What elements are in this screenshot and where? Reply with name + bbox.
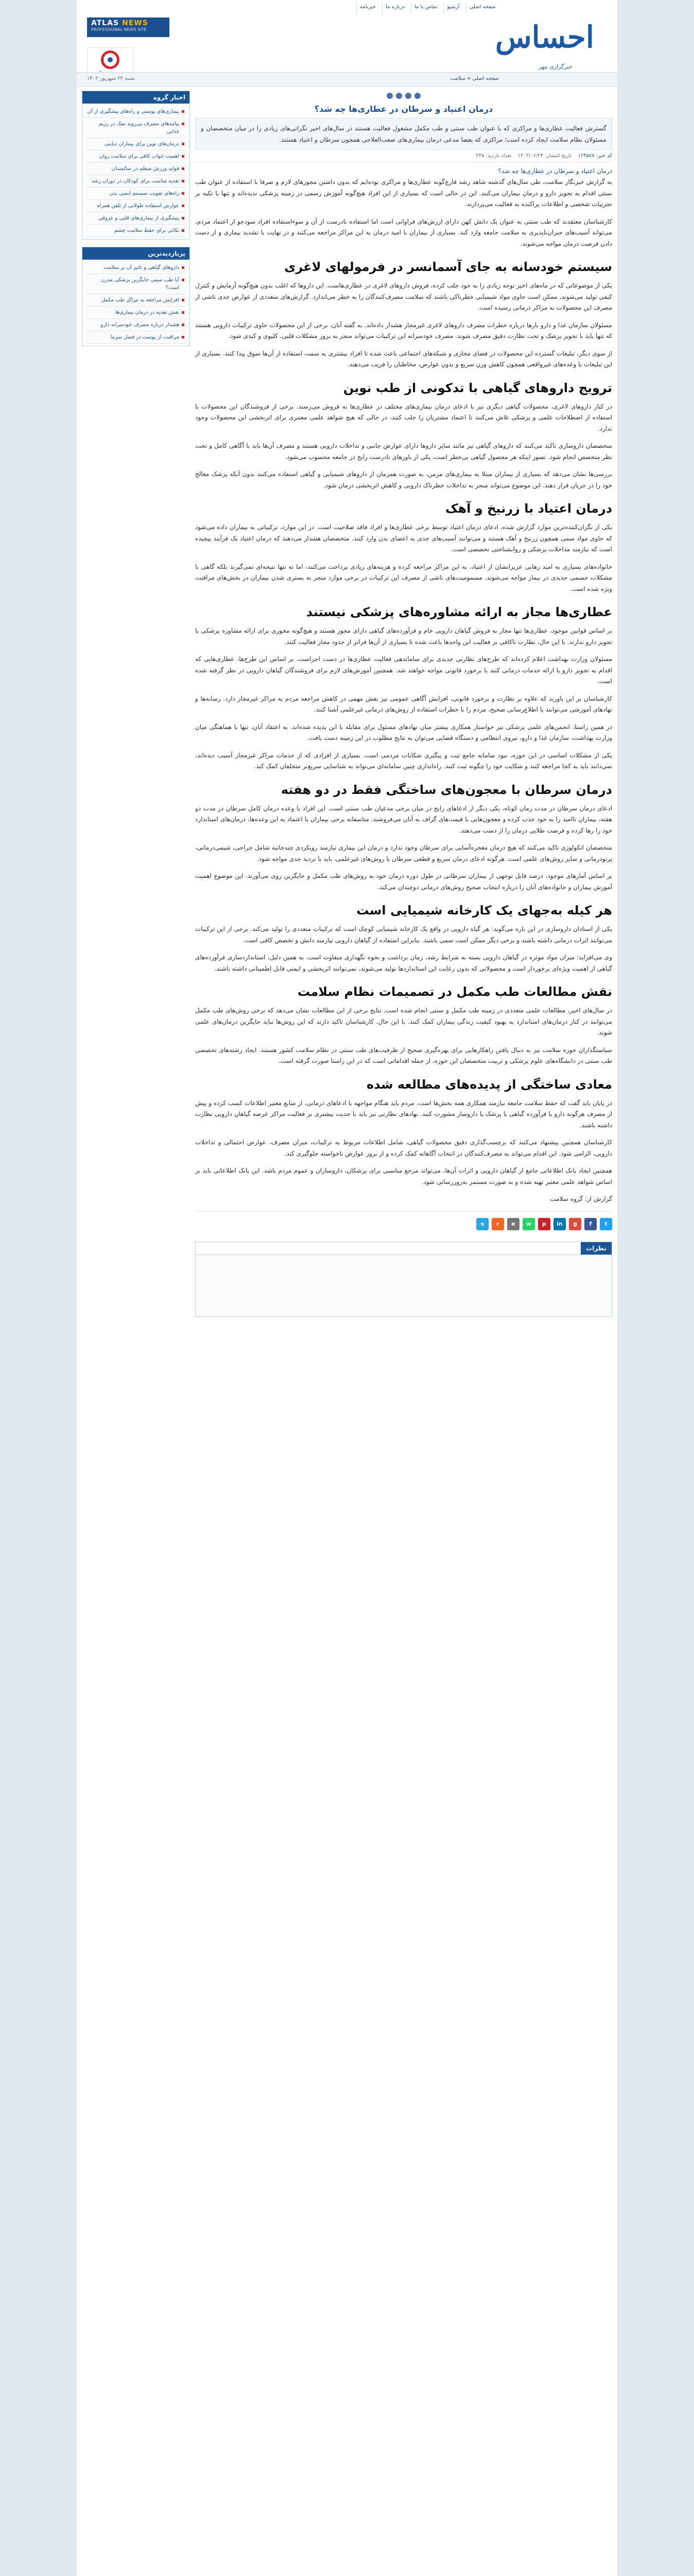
paragraph: کارشناسان معتقدند که طب سنتی به عنوان یک دانش کهن دارای ارزش‌های فراوانی است اما استفاده نادرست از آن و سوءاستفاده افراد سودجو از اعتماد مردم، می‌تواند آسیب‌های جبران‌ناپذیری به سلامت جامعه وارد کند. بسیاری از بیماران با امید درمان به این مراکز مراجعه می‌کنند و در نهایت با تشدید بیماری و از دست دادن فرصت درمان مواجه می‌شوند.	[195, 217, 612, 247]
logo-subtitle: خبرگزاری مهر	[539, 63, 572, 70]
share-icon[interactable]	[387, 93, 393, 99]
atlas-news-banner[interactable]	[87, 18, 169, 37]
print-icon[interactable]	[414, 93, 421, 99]
sidebar-link[interactable]: عوارض استفاده طولانی از تلفن همراه	[86, 200, 185, 212]
top-share-icons	[195, 91, 612, 103]
share-button-icon[interactable]: g	[569, 1218, 581, 1230]
sidebar-link[interactable]: نکاتی برای حفظ سلامت چشم	[86, 225, 185, 237]
breadcrumb-home[interactable]: صفحه اصلی	[472, 76, 499, 81]
paragraph: در پایان باید گفت که حفظ سلامت جامعه نیازمند همکاری همه بخش‌ها است. مردم باید هنگام مواجهه با ادعاهای درمانی، از منابع معتبر اطلاعات کسب کرده و پیش از مصرف هرگونه دارو یا فرآورده گیاهی با پزشک یا داروساز مشورت کنند. نهادهای نظارتی نیز باید با جدیت بیشتری بر فعالیت مراکز عرضه گیاهان دارویی نظارت داشته باشند.	[195, 1099, 612, 1129]
paragraph: کارشناسان همچنین پیشنهاد می‌کنند که برچسب‌گذاری دقیق محصولات گیاهی، شامل اطلاعات مربوط به ترکیبات، میزان مصرف، عوارض احتمالی و تداخلات دارویی، الزامی شود. این اقدام می‌تواند به مصرف‌کنندگان در انتخاب آگاهانه کمک کرده و از بروز عوارض ناخواسته جلوگیری کند.	[195, 1139, 612, 1157]
sidebar-link[interactable]: راه‌های تقویت سیستم ایمنی بدن	[86, 188, 185, 200]
paragraph: متخصصان داروسازی تاکید می‌کنند که داروهای گیاهی نیز مانند سایر داروها دارای عوارض جانبی و تداخلات دارویی هستند و مصرف آن‌ها باید با آگاهی کامل و تحت نظر متخصص انجام شود. تصور اینکه هر محصول گیاهی بی‌خطر است، یکی از باورهای نادرست رایج در جامعه محسوب می‌شود.	[195, 442, 612, 461]
share-button-icon[interactable]: e	[507, 1218, 519, 1230]
ad-logo-icon	[101, 50, 119, 69]
sidebar-block-most-viewed	[82, 247, 190, 346]
section-heading: سیستم خودسانه به جای آسمانسر در فرمولهای لاغری	[284, 260, 612, 274]
section-heading: درمان اعتیاد با زرنیخ و آهک	[445, 501, 612, 516]
paragraph: کارشناسان بر این باورند که علاوه بر نظارت و برخورد قانونی، افزایش آگاهی عمومی نیز نقش مهمی در کاهش مراجعه مردم به مراکز غیرمجاز دارد. رسانه‌ها و نهادهای آموزشی می‌توانند با اطلاع‌رسانی صحیح، مردم را با خطرات استفاده از روش‌های درمانی غیرعلمی آشنا کنند.	[195, 694, 612, 713]
share-button-icon[interactable]: p	[538, 1218, 550, 1230]
paragraph: وی می‌افزاید: میزان مواد موثره در گیاهان دارویی بسته به شرایط رشد، زمان برداشت و نحوه نگهداری متفاوت است. به همین دلیل، استانداردسازی فرآورده‌های گیاهی از اهمیت ویژه‌ای برخوردار است و محصولاتی که بدون رعایت این استانداردها تولید می‌شوند، نمی‌توانند اثربخشی و ایمنی قابل اطمینانی داشته باشند.	[195, 954, 612, 972]
share-button-icon[interactable]: w	[523, 1218, 535, 1230]
sidebar-link[interactable]: درمان‌های نوین برای بیماران دیابتی	[86, 138, 185, 150]
article-meta	[195, 150, 612, 162]
breadcrumb-separator: »	[465, 76, 473, 81]
section-heading: نقش مطالعات طب مکمل در تصمیمات نظام سلامت	[298, 985, 612, 999]
top-menu-about[interactable]: درباره ما	[382, 3, 408, 13]
section-heading: هر کیله به‌جهای یک کارخانه شیمیایی است	[356, 903, 612, 918]
section-heading: ترویج داروهای گیاهی با تدکونی از طب نوین	[343, 380, 612, 395]
paragraph: مسئولان سازمان غذا و دارو بارها درباره خطرات مصرف داروهای لاغری غیرمجاز هشدار داده‌اند. به گفته آنان، برخی از این محصولات حاوی ترکیبات دارویی هستند که تنها باید با تجویز پزشک و تحت نظارت دقیق مصرف شوند. مصرف خودسرانه این ترکیبات می‌تواند منجر به بروز مشکلات قلبی، کلیوی و کبدی شود.	[195, 321, 612, 340]
section-heading: معادی ساختگی از پدیده‌های مطالعه شده	[366, 1077, 612, 1092]
sidebar-link[interactable]: آیا طب سنتی جایگزین پزشکی مدرن است؟	[86, 274, 185, 294]
sidebar	[82, 91, 190, 353]
comment-section	[195, 1242, 612, 1317]
nav-bar	[77, 72, 617, 86]
share-button-icon[interactable]: f	[584, 1218, 597, 1230]
top-menu-home[interactable]: صفحه اصلی	[466, 3, 499, 13]
email-icon[interactable]	[405, 93, 411, 99]
paragraph: متخصصان انکولوژی تاکید می‌کنند که هیچ درمان معجزه‌آسایی برای سرطان وجود ندارد و درمان این بیماری نیازمند رویکردی چندجانبه شامل جراحی، شیمی‌درمانی، پرتودرمانی و سایر روش‌های علمی است. هرگونه ادعای درمان سریع و قطعی سرطان با روش‌های غیرعلمی، باید با تردید جدی مواجه شود.	[195, 844, 612, 862]
font-size-icon[interactable]	[396, 93, 402, 99]
top-menu-archive[interactable]: آرشیو	[443, 3, 462, 13]
share-buttons	[195, 1211, 612, 1236]
sidebar-link[interactable]: داروهای گیاهی و تاثیر آن بر سلامت	[86, 262, 185, 274]
logo-mark	[495, 14, 594, 60]
share-button-icon[interactable]: t	[600, 1218, 612, 1230]
site-header	[77, 0, 617, 87]
paragraph: بر اساس آمارهای موجود، درصد قابل توجهی از بیماران سرطانی در طول دوره درمان خود به روش‌های طب مکمل و جایگزین روی می‌آورند. این موضوع اهمیت آموزش بیماران و خانواده‌های آنان را درباره انتخاب صحیح روش‌های درمانی دوچندان می‌کند.	[195, 872, 612, 891]
paragraph: مسئولان وزارت بهداشت اعلام کرده‌اند که طرح‌های نظارتی جدیدی برای ساماندهی فعالیت عطاری‌ها در دست اجراست. بر اساس این طرح‌ها، عطاری‌هایی که اقدام به تجویز دارو یا ارائه خدمات درمانی کنند با برخورد قانونی مواجه خواهند شد. همچنین آموزش‌های لازم برای فروشندگان گیاهان دارویی در نظر گرفته شده است.	[195, 655, 612, 685]
sidebar-link[interactable]: نقش تغذیه در درمان بیماری‌ها	[86, 307, 185, 319]
paragraph: یکی از نگران‌کننده‌ترین موارد گزارش شده، ادعای درمان اعتیاد توسط برخی عطاری‌ها و افراد فاقد صلاحیت است. در این موارد، ترکیباتی به بیماران داده می‌شود که حاوی مواد سمی همچون زرنیخ و آهک هستند و می‌توانند آسیب‌های جدی به اعضای بدن وارد کنند. متخصصان هشدار می‌دهند که درمان اعتیاد یک فرآیند پیچیده است که نیازمند مداخلات پزشکی و روانشناختی تخصصی است.	[195, 523, 612, 553]
paragraph: در سال‌های اخیر، مطالعات علمی متعددی در زمینه طب مکمل و سنتی انجام شده است. نتایج برخی از این مطالعات نشان می‌دهد که برخی روش‌های طب مکمل می‌توانند در کنار درمان‌های استاندارد به بهبود کیفیت زندگی بیماران کمک کنند. با این حال، کارشناسان تاکید دارند که این روش‌ها نباید جایگزین درمان‌های علمی شوند.	[195, 1007, 612, 1036]
paragraph: همچنین ایجاد بانک اطلاعاتی جامع از گیاهان دارویی و اثرات آن‌ها، می‌تواند مرجع مناسبی برای پزشکان، داروسازان و عموم مردم باشد. این بانک اطلاعاتی باید بر اساس شواهد علمی معتبر تهیه شده و به صورت مستمر به‌روزرسانی شود.	[195, 1167, 612, 1185]
breadcrumb-section[interactable]: سلامت	[450, 76, 466, 81]
paragraph: گزارش از: گروه سلامت	[550, 1195, 612, 1202]
paragraph: یکی از مشکلات اساسی در این حوزه، نبود سامانه جامع ثبت و پیگیری شکایات مردمی است. بسیاری از افرادی که از خدمات مراکز غیرمجاز آسیب دیده‌اند، نمی‌دانند باید به کجا مراجعه کنند و شکایت خود را چگونه ثبت کنند. راه‌اندازی چنین سامانه‌ای می‌تواند به شناسایی سریع‌تر متخلفان کمک کند.	[195, 751, 612, 770]
sidebar-block-title: پربازدیدترین	[82, 247, 189, 260]
breadcrumb	[450, 76, 499, 81]
article-lead: گسترش فعالیت عطاری‌ها و مراکزی که با عنوان طب سنتی و طب مکمل مشغول فعالیت هستند در سال‌های اخیر نگرانی‌های زیادی را در میان متخصصان و مسئولان نظام سلامت ایجاد کرده است؛ مراکزی که بعضا مدعی درمان بیماری‌های صعب‌العلاجی همچون سرطان و اعتیاد هستند.	[195, 118, 612, 150]
paragraph: بر اساس قوانین موجود، عطاری‌ها تنها مجاز به فروش گیاهان دارویی خام و فرآورده‌های گیاهی دارای مجوز هستند و هیچ‌گونه مجوزی برای ارائه مشاوره پزشکی یا تجویز دارو ندارند. با این حال، نظارت ناکافی بر فعالیت این واحدها باعث شده تا بسیاری از آن‌ها فراتر از حدود مجاز فعالیت کنند.	[195, 627, 612, 646]
share-button-icon[interactable]: s	[476, 1218, 489, 1230]
view-count: تعداد بازدید: ۳۴۵	[476, 153, 512, 159]
paragraph: در همین راستا، انجمن‌های علمی پزشکی نیز خواستار همکاری بیشتر میان نهادهای مسئول برای مقابله با این پدیده شده‌اند. به اعتقاد آنان، تنها با هماهنگی میان وزارت بهداشت، سازمان غذا و دارو، نیروی انتظامی و دستگاه قضایی می‌توان به نتایج مطلوب در این زمینه دست یافت.	[195, 723, 612, 741]
sidebar-link[interactable]: پیشگیری از بیماری‌های قلبی و عروقی	[86, 212, 185, 225]
atlas-subtitle: PROFESSIONAL NEWS SITE	[91, 27, 147, 32]
article-subtitle: درمان اعتیاد و سرطان در عطاری‌ها چه شد؟	[498, 167, 612, 175]
paragraph: خانواده‌های بسیاری به امید رهایی عزیزانشان از اعتیاد، به این مراکز مراجعه کرده و هزینه‌های زیادی پرداخت می‌کنند، اما نه تنها نتیجه‌ای نمی‌گیرند بلکه گاهی با مشکلات جسمی جدیدی در بیمار مواجه می‌شوند. مسمومیت‌های ناشی از مصرف این ترکیبات در برخی موارد منجر به بستری شدن بیماران در بخش‌های مراقبت ویژه شده است.	[195, 563, 612, 592]
logo-text: احساس	[495, 19, 594, 55]
paragraph: در کنار داروهای لاغری، محصولات گیاهی دیگری نیز با ادعای درمان بیماری‌های مختلف در عطاری‌ها به فروش می‌رسند. برخی از فروشندگان این محصولات با استفاده از اصطلاحات علمی و پزشکی تلاش می‌کنند تا اعتماد مشتریان را جلب کنند، در حالی که هیچ شواهد علمی معتبری برای اثربخشی این محصولات وجود ندارد.	[195, 402, 612, 432]
site-logo[interactable]	[495, 3, 607, 80]
comment-title: نظرات	[581, 1242, 612, 1255]
section-heading: عطاری‌ها مجاز به ارائه مشاوره‌های پزشکی نیستند	[306, 605, 612, 619]
share-button-icon[interactable]: in	[553, 1218, 566, 1230]
content-area	[77, 91, 617, 2576]
sidebar-link[interactable]: اهمیت خواب کافی برای سلامت روان	[86, 150, 185, 163]
sidebar-link[interactable]: هشدار درباره مصرف خودسرانه دارو	[86, 319, 185, 331]
paragraph: ادعای درمان سرطان در مدت زمان کوتاه، یکی دیگر از ادعاهای رایج در میان برخی مدعیان طب سنتی است. این افراد با وعده درمان کامل سرطان در مدت دو هفته، بیماران ناامید را به خود جذب کرده و معجون‌هایی با قیمت‌های گزاف به آنان می‌فروشند. متاسفانه برخی بیماران با اعتماد به این وعده‌ها، درمان‌های استاندارد خود را رها کرده و فرصت طلایی درمان را از دست می‌دهند.	[195, 804, 612, 834]
sidebar-list	[82, 260, 189, 346]
share-button-icon[interactable]: r	[492, 1218, 504, 1230]
article-title: درمان اعتیاد و سرطان در عطاری‌ها چه شد؟	[314, 104, 493, 114]
top-menu-contact[interactable]: تماس با ما	[411, 3, 440, 13]
paragraph: از سوی دیگر، تبلیغات گسترده این محصولات در فضای مجازی و شبکه‌های اجتماعی باعث شده تا افراد بیشتری به سمت استفاده از آن‌ها سوق پیدا کنند. بسیاری از این تبلیغات با وعده‌های غیرواقعی همچون کاهش وزن سریع و بدون عوارض، مخاطبان را فریب می‌دهند.	[195, 349, 612, 368]
page	[77, 0, 617, 2576]
sidebar-link[interactable]: افزایش مراجعه به مراکز طب مکمل	[86, 294, 185, 307]
sidebar-link[interactable]: بیماری‌های پوستی و راه‌های پیشگیری از آن	[86, 106, 185, 118]
comment-area[interactable]	[196, 1255, 612, 1316]
paragraph: سیاستگذاران حوزه سلامت نیز به دنبال یافتن راهکارهایی برای بهره‌گیری صحیح از ظرفیت‌های طب سنتی در نظام سلامت کشور هستند. ایجاد رشته‌های تخصصی طب سنتی در دانشگاه‌های علوم پزشکی و تربیت متخصصان این حوزه، از جمله اقداماتی است که در این راستا صورت گرفته است.	[195, 1046, 612, 1064]
paragraph: یکی از استادان داروسازی در این باره می‌گوید: هر گیاه دارویی در واقع یک کارخانه شیمیایی کوچک است که ترکیبات متعددی را تولید می‌کند. برخی از این ترکیبات می‌توانند اثرات درمانی داشته باشند و برخی دیگر ممکن است سمی باشند. بنابراین استفاده از گیاهان دارویی نیازمند دانش و تخصص کافی است.	[195, 925, 612, 944]
sidebar-block-group-news	[82, 91, 190, 240]
article	[195, 91, 612, 1317]
section-heading: درمان سرطان با معجون‌های ساختگی فقط در دو هفته	[281, 782, 612, 797]
publish-date: تاریخ انتشار: ۱۴۰۳/۰۶/۲۴	[517, 153, 572, 159]
sidebar-link[interactable]: تغذیه مناسب برای کودکان در دوران رشد	[86, 175, 185, 188]
paragraph: به گزارش خبرنگار سلامت، طی سال‌های گذشته شاهد رشد قارچ‌گونه عطاری‌ها و مراکزی بوده‌ایم که بدون داشتن مجوزهای لازم و صرفا با استفاده از عنوان طب سنتی اقدام به تجویز دارو و درمان بیماران می‌کنند. این در حالی است که بسیاری از این افراد هیچ‌گونه آموزش رسمی در زمینه پزشکی ندیده‌اند و تنها با تکیه بر تجربیات شخصی و اطلاعات پراکنده به فعالیت می‌پردازند.	[195, 178, 612, 208]
article-body	[195, 177, 612, 1205]
paragraph: بررسی‌ها نشان می‌دهد که بسیاری از بیماران مبتلا به بیماری‌های مزمن، به صورت همزمان از داروهای شیمیایی و گیاهی استفاده می‌کنند بدون آنکه پزشک معالج خود را در جریان قرار دهند. این موضوع می‌تواند منجر به تداخلات خطرناک دارویی و کاهش اثربخشی درمان شود.	[195, 470, 612, 489]
top-menu-newsletter[interactable]: خبرنامه	[356, 3, 379, 13]
sidebar-link[interactable]: مراقبت از پوست در فصل سرما	[86, 331, 185, 344]
paragraph: یکی از موضوعاتی که در ماه‌های اخیر توجه زیادی را به خود جلب کرده، فروش داروهای لاغری در عطاری‌هاست. این داروها که اغلب بدون هیچ‌گونه آزمایش و کنترل کیفی تولید می‌شوند، ممکن است حاوی مواد شیمیایی خطرناکی باشند که سلامت مصرف‌کنندگان را به خطر می‌اندازد. گزارش‌های متعددی از عوارض جدی ناشی از مصرف این محصولات به مراکز درمانی رسیده است.	[195, 282, 612, 311]
sidebar-block-title: اخبار گروه	[82, 91, 189, 104]
news-code: کد خبر: ۱۲۴۵۸۷	[578, 153, 612, 159]
atlas-title: ATLAS NEWS	[91, 19, 148, 27]
sidebar-link[interactable]: پیامدهای مصرف بی‌رویه نمک در رژیم غذایی	[86, 118, 185, 138]
current-date: شنبه ۲۴ شهریور ۱۴۰۳	[87, 76, 135, 81]
sidebar-link[interactable]: فواید ورزش منظم در سالمندان	[86, 163, 185, 175]
sidebar-list	[82, 104, 189, 239]
